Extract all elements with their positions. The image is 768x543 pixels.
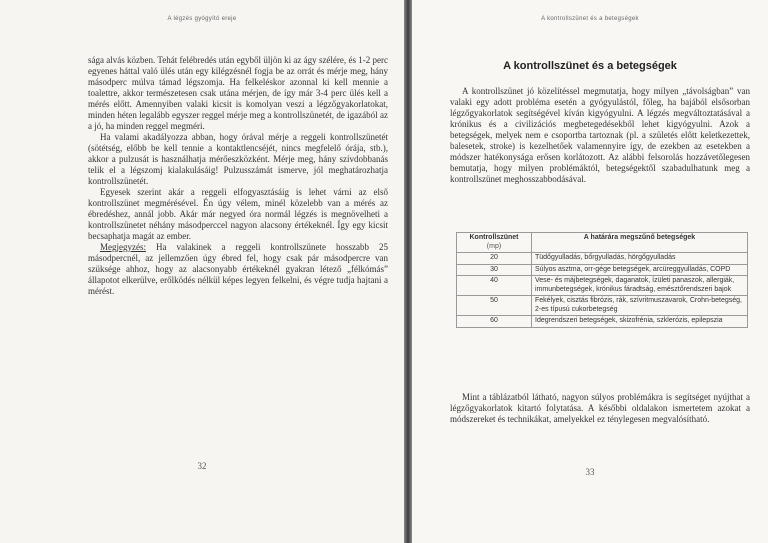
- column-header-seconds: [457, 233, 532, 253]
- seconds-cell: 30: [457, 264, 532, 276]
- paragraph: Ha valami akadályozza abban, hogy órával mérje a reggeli kontrollszünetét (sötétség, előbb be kell tennie a kontaktlencséjét, nincs megfelelő órája, stb.), akkor a pulzusát is használhatja mérőeszközként. Mérje meg, hány szívdobbanás telik el a légszomj kialakulásáig! Pulzusszámát ismerve, jól meghatározhatja kontrollszünetét.: [88, 132, 388, 186]
- table-row: [457, 276, 748, 296]
- table-row: [457, 296, 748, 316]
- paragraph: Egyesek szerint akár a reggeli elfogyasztásáig is lehet várni az első kontrollszünet megmérésével. Én úgy vélem, minél közelebb van a mérés az ébredéshez, annál jobb. Akár már negyed óra normál légzés is megnövelheti a kontrollszünetet néhány másodperccel nagyon alacsony értékeknél. Így egy kicsit becsaphatja magát az ember.: [88, 187, 388, 241]
- column-header-label: Kontrollszünet: [469, 234, 519, 241]
- table-header-row: [457, 233, 748, 253]
- seconds-cell: 40: [457, 276, 532, 296]
- book-gutter: [404, 0, 412, 543]
- outro-text: [450, 392, 750, 425]
- paragraph: A kontrollszünet jó közelítéssel megmutatja, hogy milyen „távolságban” van valaki egy adott probléma esetén a gyógyulástól, főleg, ha bajából elsősorban légzőgyakorlatok segítségével kíván kigyógyulni. A légzés megváltoztatásával a krónikus és a civilizációs megbetegedésekből lehet kigyógyulni. Azok a betegségek, melyek nem e csoportba tartoznak (pl. a születés előtt keletkezettek, balesetek, stroke) is kezelhetőek valamennyire így, de ezekben az esetekben a módszer hatékonysága erősen korlátozott. Az alábbi felsorolás hozzávetőlegesen bemutatja, hogy milyen problémáktól, betegségektől szabadulhatunk meg a kontrollszünet meghosszabbodásával.: [450, 86, 750, 184]
- chapter-title: A kontrollszünet és a betegségek: [503, 60, 677, 72]
- running-head: A légzés gyógyító ereje: [167, 16, 237, 22]
- note-text: Ha valakinek a reggeli kontrollszünete hosszabb 25 másodpercnél, az jellemzően úgy ébred fel, hogy csak pár másodpercre van szüksége ahhoz, hogy az alacsonyabb értékeknél gyakran létező „félkómás” állapotot elkerülve, erőlködés nélkül képes legyen felkelni, és végre tudja hajtani a mérést.: [88, 242, 388, 296]
- table-row: [457, 264, 748, 276]
- seconds-cell: 50: [457, 296, 532, 316]
- note-paragraph: [88, 242, 388, 297]
- diseases-cell: Idegrendszeri betegségek, skizofrénia, szklerózis, epilepszia: [532, 316, 748, 328]
- table-row: [457, 253, 748, 265]
- diseases-cell: Súlyos asztma, orr-gége betegségek, arcüreggyulladás, COPD: [532, 264, 748, 276]
- body-text: [88, 55, 388, 297]
- paragraph: sága alvás közben. Tehát felébredés után egyből üljön ki az ágy szélére, és 1-2 perc egyenes háttal való ülés után egy kilégzésnél fogja be az orrát és mérje meg, hány másodperc múlva támad légszomja. Ha felkeléskor azonnal ki kell mennie a toalettre, akkor természetesen csak utána mérjen, de így már 3-4 perc ülés kell a mérés előtt. Amennyiben valaki kicsit is komolyan veszi a légzőgyakorlatokat, minden héten legalább egyszer reggel mérje meg a kontrollszünetét, de igazából az a jó, ha minden reggel megméri.: [88, 55, 388, 131]
- running-head: A kontrollszünet és a betegségek: [541, 16, 639, 22]
- disease-table: [456, 232, 748, 328]
- column-header-diseases: A határára megszűnő betegségek: [532, 233, 748, 253]
- diseases-cell: Fekélyek, cisztás fibrózis, rák, szívritmuszavarok, Crohn-betegség, 2-es típusú cukorbetegség: [532, 296, 748, 316]
- diseases-cell: Vese- és májbetegségek, daganatok, ízületi panaszok, allergiák, immunbetegségek, krónikus fáradtság, emésztőrendszeri bajok: [532, 276, 748, 296]
- table-row: [457, 316, 748, 328]
- intro-text: [450, 86, 750, 185]
- column-header-unit: (mp): [486, 242, 502, 250]
- diseases-cell: Tüdőgyulladás, bőrgyulladás, hörgőgyulladás: [532, 253, 748, 265]
- seconds-cell: 20: [457, 253, 532, 265]
- note-label: Megjegyzés:: [100, 242, 146, 252]
- seconds-cell: 60: [457, 316, 532, 328]
- paragraph: Mint a táblázatból látható, nagyon súlyos problémákra is segítséget nyújthat a légzőgyakorlatok kitartó folytatása. A későbbi oldalakon ismertetem azokat a módszereket és technikákat, amelyekkel ez ténylegesen megvalósítható.: [450, 392, 750, 424]
- right-page: [412, 0, 768, 543]
- page-number: 32: [197, 461, 207, 471]
- page-number: 33: [585, 467, 595, 477]
